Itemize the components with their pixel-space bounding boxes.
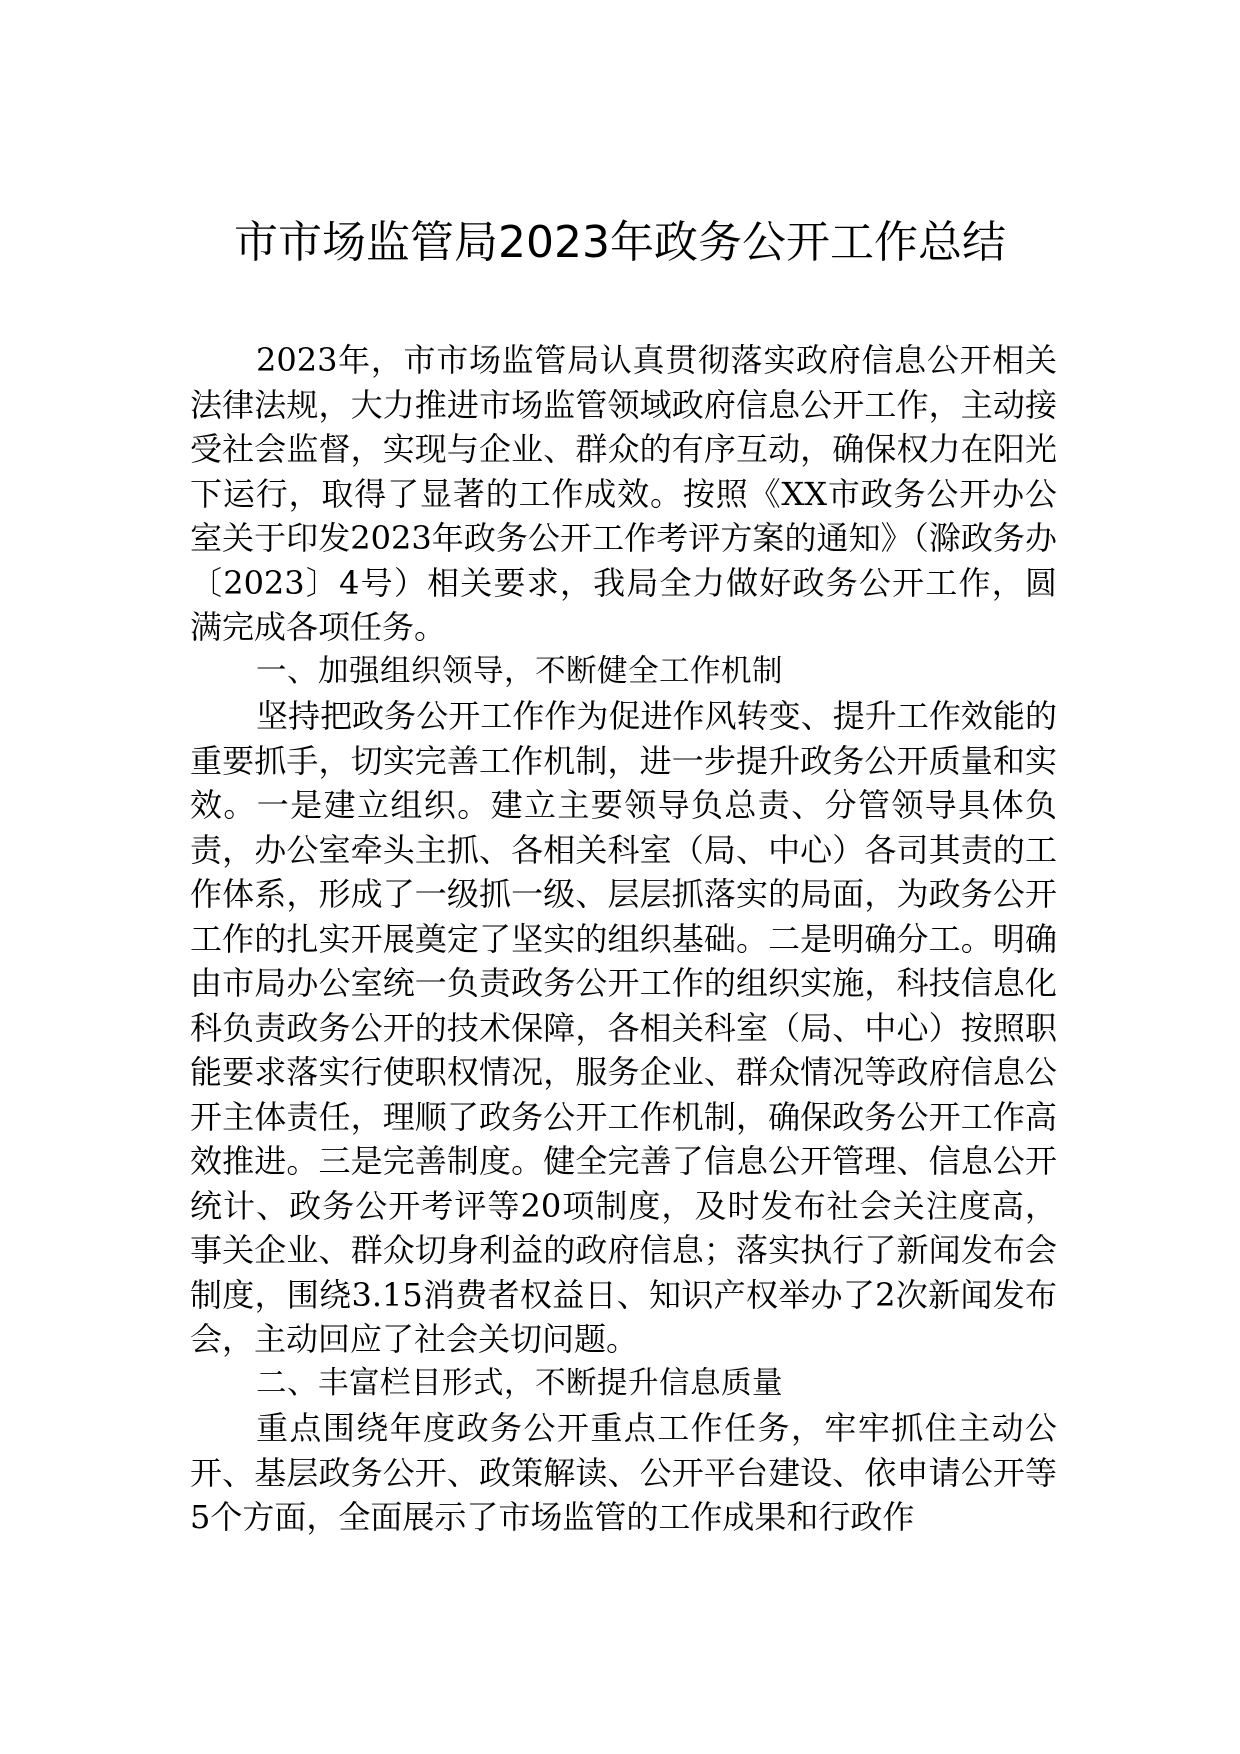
section-1-paragraph: 坚持把政务公开工作作为促进作风转变、提升工作效能的重要抓手，切实完善工作机制，进一步提升政务公开质量和实效。一是建立组织。建立主要领导负总责、分管领导具体负责，办公室牵头主抓、各相关科室（局、中心）各司其责的工作体系，形成了一级抓一级、层层抓落实的局面，为政务公开工作的扎实开展奠定了坚实的组织基础。二是明确分工。明确由市局办公室统一负责政务公开工作的组织实施，科技信息化科负责政务公开的技术保障，各相关科室（局、中心）按照职能要求落实行使职权情况，服务企业、群众情况等政府信息公开主体责任，理顺了政务公开工作机制，确保政务公开工作高效推进。三是完善制度。健全完善了信息公开管理、信息公开统计、政务公开考评等20项制度，及时发布社会关注度高，事关企业、群众切身利益的政府信息；落实执行了新闻发布会制度，围绕3.15消费者权益日、知识产权举办了2次新闻发布会，主动回应了社会关切问题。 <box>190 697 1057 1358</box>
document-body <box>190 338 1057 1540</box>
document-title: 市市场监管局2023年政务公开工作总结 <box>234 217 1006 268</box>
section-2-heading: 二、丰富栏目形式，不断提升信息质量 <box>256 1365 783 1401</box>
intro-paragraph: 2023年，市市场监管局认真贯彻落实政府信息公开相关法律法规，大力推进市场监管领域政府信息公开工作，主动接受社会监督，实现与企业、群众的有序互动，确保权力在阳光下运行，取得了显著的工作成效。按照《XX市政务公开办公室关于印发2023年政务公开工作考评方案的通知》（滁政务办〔2023〕4号）相关要求，我局全力做好政务公开工作，圆满完成各项任务。 <box>190 341 1057 646</box>
section-1-heading: 一、加强组织领导，不断健全工作机制 <box>256 653 783 689</box>
section-2-paragraph: 重点围绕年度政务公开重点工作任务，牢牢抓住主动公开、基层政务公开、政策解读、公开平台建设、依申请公开等5个方面，全面展示了市场监管的工作成果和行政作 <box>190 1409 1057 1536</box>
